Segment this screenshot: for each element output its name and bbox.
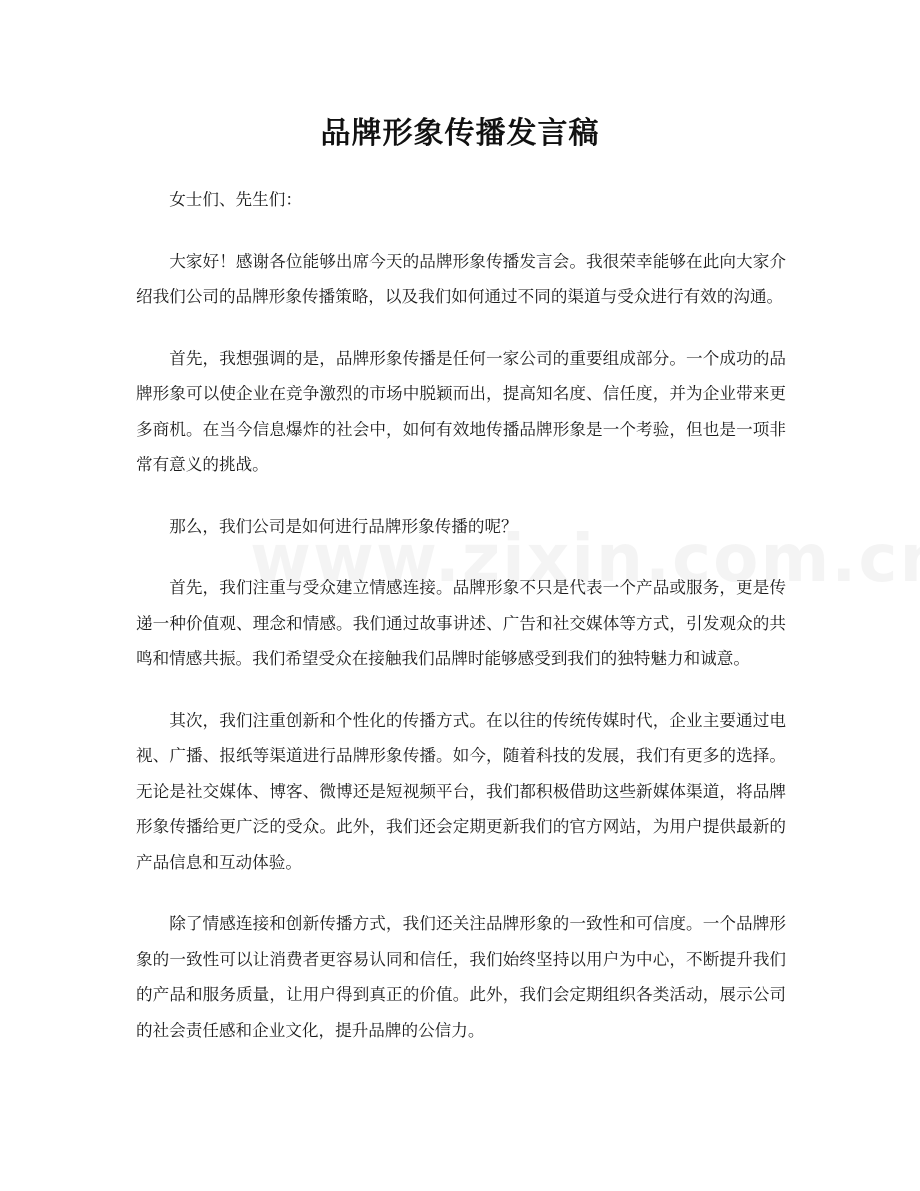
- paragraph-importance: 首先，我想强调的是，品牌形象传播是任何一家公司的重要组成部分。一个成功的品牌形象可以使企业在竞争激烈的市场中脱颖而出，提高知名度、信任度，并为企业带来更多商机。在当今信息爆炸的社会中，如何有效地传播品牌形象是一个考验，但也是一项非常有意义的挑战。: [136, 348, 786, 474]
- paragraph-consistency: 除了情感连接和创新传播方式，我们还关注品牌形象的一致性和可信度。一个品牌形象的一致性可以让消费者更容易认同和信任，我们始终坚持以用户为中心，不断提升我们的产品和服务质量，让用户得到真正的价值。此外，我们会定期组织各类活动，展示公司的社会责任感和企业文化，提升品牌的公信力。: [136, 914, 786, 1040]
- paragraph-innovation: 其次，我们注重创新和个性化的传播方式。在以往的传统传媒时代，企业主要通过电视、广播、报纸等渠道进行品牌形象传播。如今，随着科技的发展，我们有更多的选择。无论是社交媒体、博客、微博还是短视频平台，我们都积极借助这些新媒体渠道，将品牌形象传播给更广泛的受众。此外，我们还会定期更新我们的官方网站，为用户提供最新的产品信息和互动体验。: [136, 710, 786, 872]
- paragraph-greeting: 女士们、先生们：: [169, 190, 302, 209]
- document-title: 品牌形象传播发言稿: [320, 116, 600, 151]
- paragraph-welcome: 大家好！感谢各位能够出席今天的品牌形象传播发言会。我很荣幸能够在此向大家介绍我们公司的品牌形象传播策略，以及我们如何通过不同的渠道与受众进行有效的沟通。: [136, 251, 786, 306]
- document-body: [136, 182, 786, 1074]
- paragraph-emotional-connection: 首先，我们注重与受众建立情感连接。品牌形象不只是代表一个产品或服务，更是传递一种价值观、理念和情感。我们通过故事讲述、广告和社交媒体等方式，引发观众的共鸣和情感共振。我们希望受众在接触我们品牌时能够感受到我们的独特魅力和诚意。: [136, 578, 786, 668]
- paragraph-question: 那么，我们公司是如何进行品牌形象传播的呢？: [169, 516, 518, 536]
